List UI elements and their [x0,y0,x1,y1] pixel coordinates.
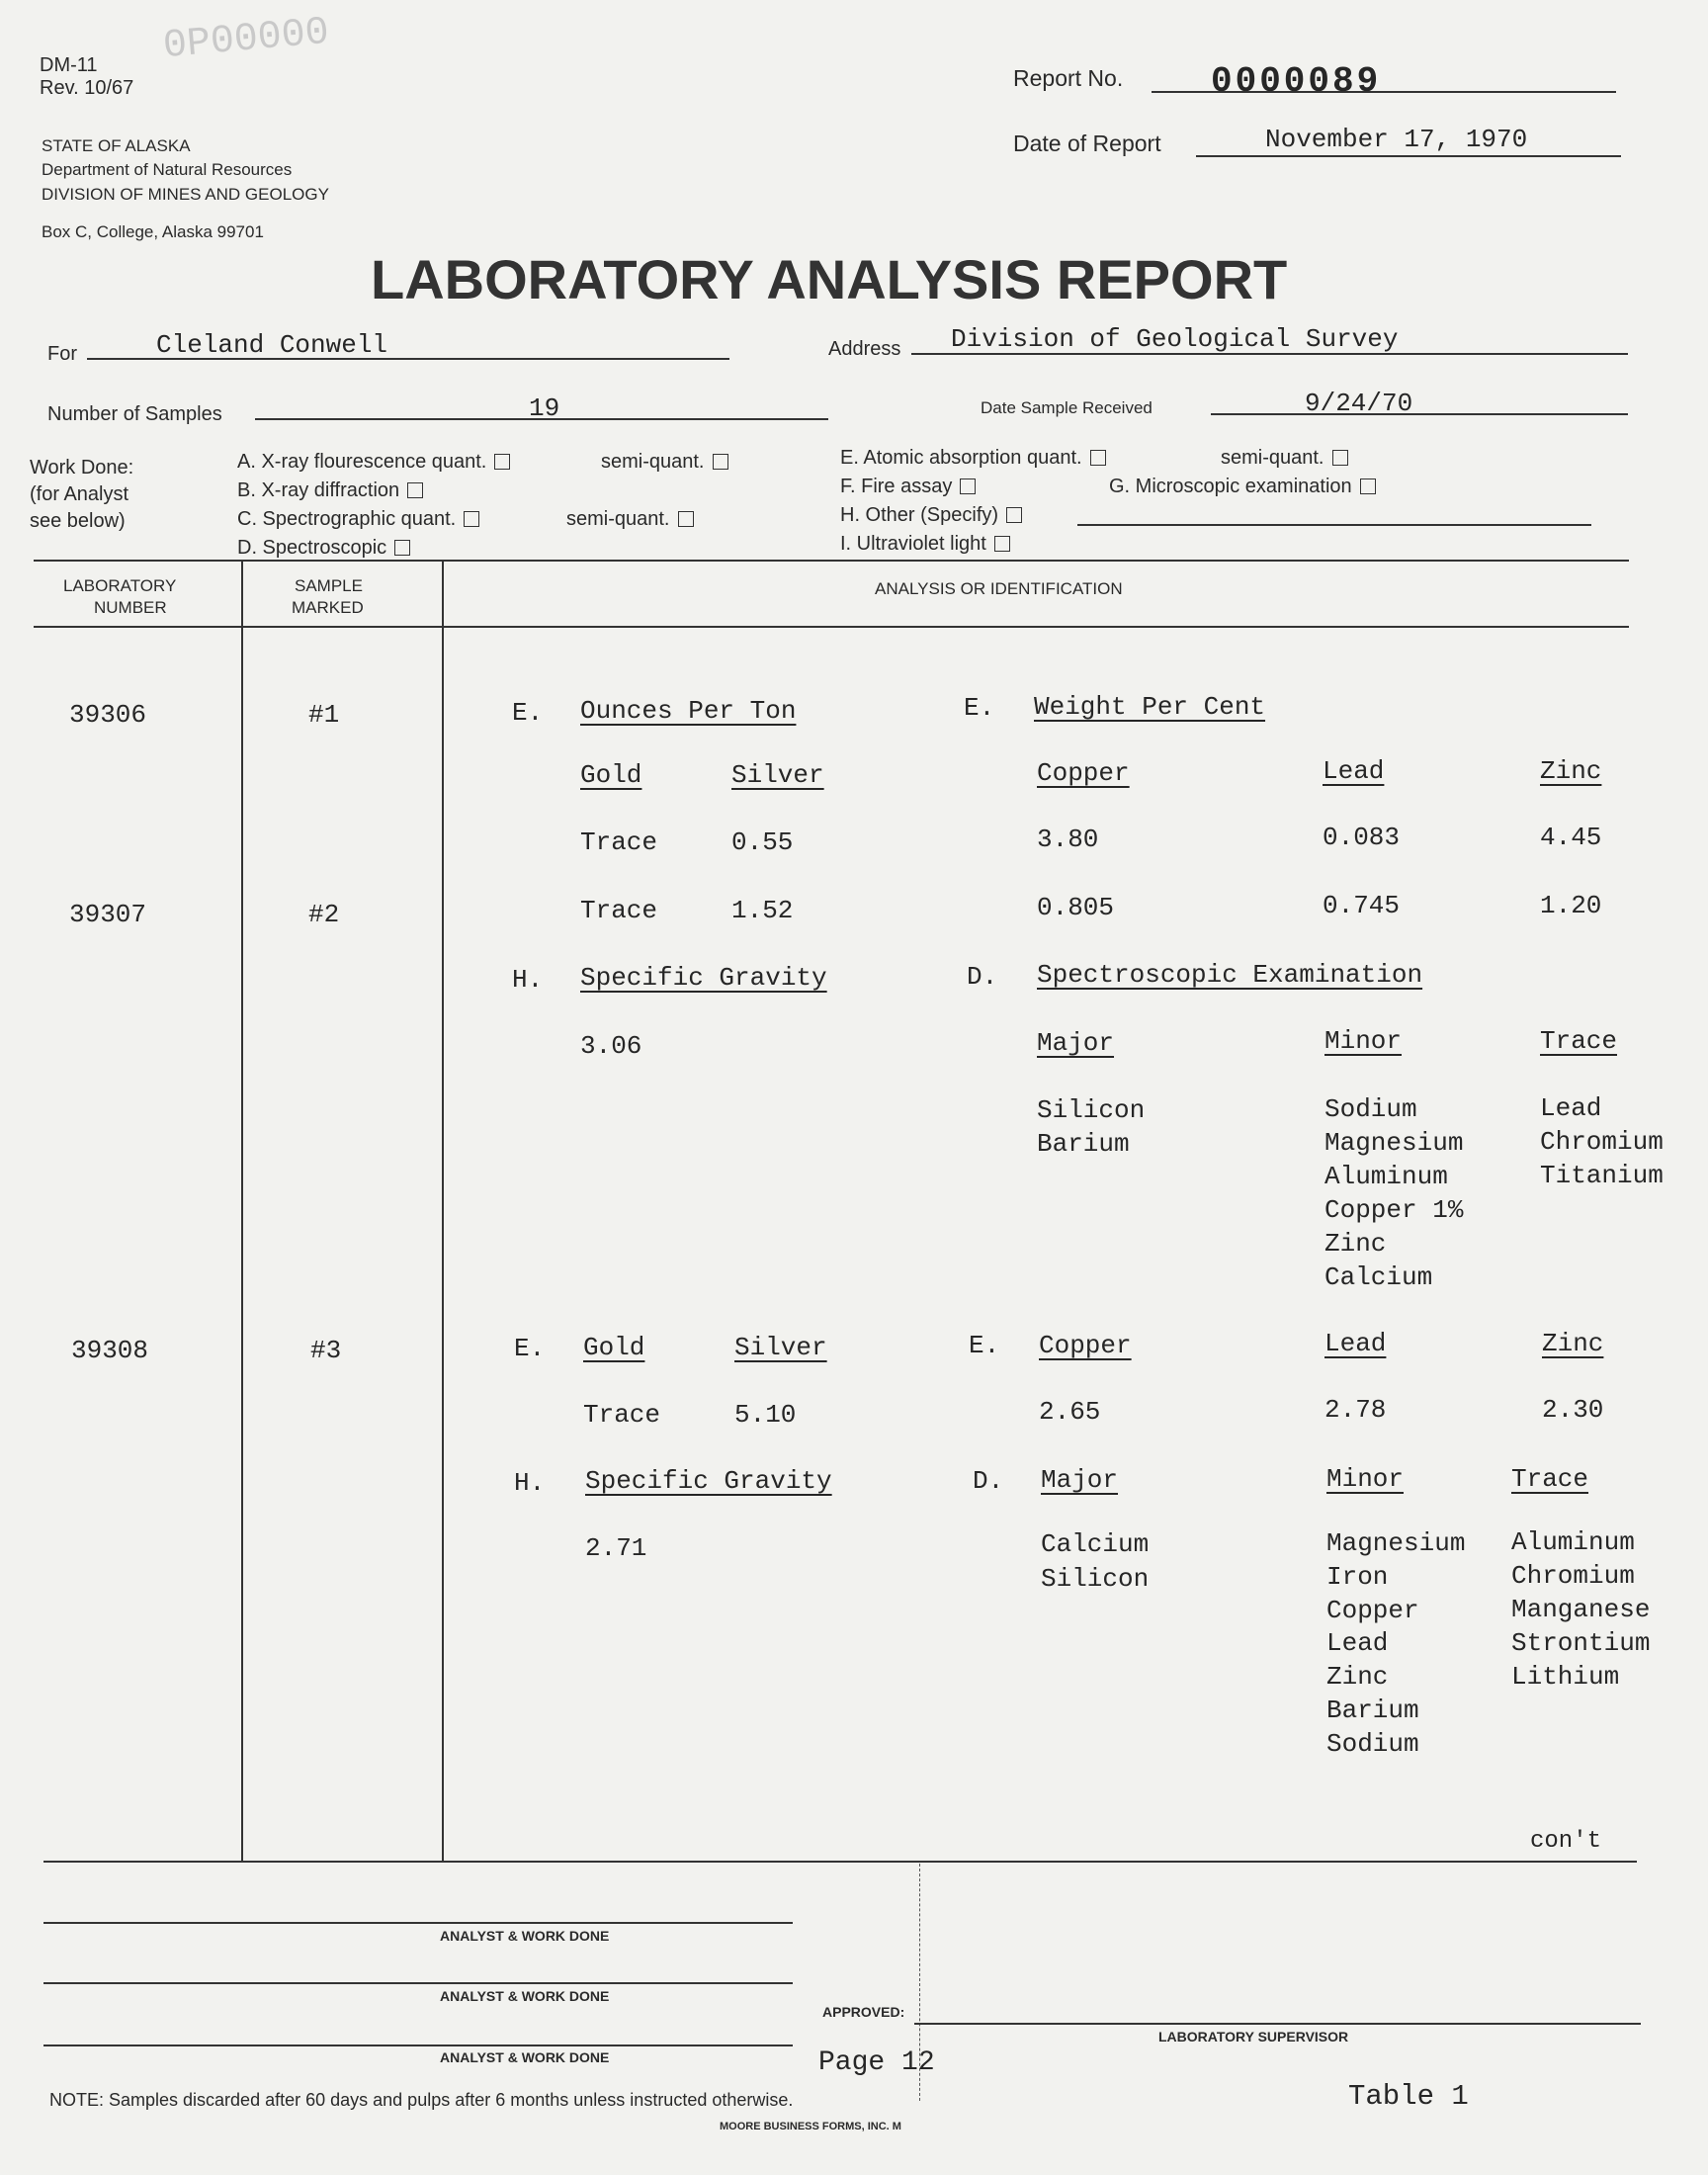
header-lab-number-1: LABORATORY [63,576,177,595]
minor-element: Sodium [1326,1729,1419,1759]
specific-gravity-value: 2.71 [585,1533,647,1563]
printer-mark: MOORE BUSINESS FORMS, INC. M [720,2121,901,2132]
option-i: I. Ultraviolet light [840,533,1010,556]
checkbox-a-quant[interactable] [494,454,510,470]
major-element: Calcium [1041,1529,1150,1559]
copper-value: 2.65 [1039,1397,1101,1427]
report-no-label: Report No. [1013,65,1124,91]
checkbox-c-semi[interactable] [678,511,694,527]
zinc-value: 2.30 [1542,1395,1604,1425]
method-code-e: E. [512,698,544,728]
date-of-report-label: Date of Report [1013,130,1161,156]
col-major: Major [1037,1028,1115,1058]
checkbox-b[interactable] [407,482,423,498]
option-d: D. Spectroscopic [237,537,410,560]
stamp: 0P00000 [161,10,331,70]
revision: Rev. 10/67 [40,77,134,99]
work-done-label: Work Done: [30,457,134,478]
lab-number-39307: 39307 [69,900,147,929]
silver-value: 5.10 [734,1400,797,1430]
trace-element: Chromium [1511,1561,1635,1591]
option-c-semi: semi-quant. [566,508,694,531]
option-a: A. X-ray flourescence quant. [237,451,510,474]
option-f: F. Fire assay [840,476,976,498]
col-gold: Gold [580,760,642,790]
col-trace: Trace [1540,1026,1618,1056]
major-element: Barium [1037,1129,1130,1159]
ounces-per-ton-heading: Ounces Per Ton [580,696,797,726]
supervisor-label: LABORATORY SUPERVISOR [1158,2029,1349,2044]
specific-gravity-heading: Specific Gravity [580,963,827,993]
checkbox-f[interactable] [960,478,976,494]
option-c: C. Spectrographic quant. [237,508,479,531]
spectroscopic-examination-heading: Spectroscopic Examination [1037,960,1423,990]
trace-element: Aluminum [1511,1527,1635,1557]
option-b: B. X-ray diffraction [237,479,423,502]
option-g: G. Microscopic examination [1109,476,1376,498]
col-copper: Copper [1039,1331,1132,1360]
copper-value: 0.805 [1037,893,1115,922]
for-label: For [47,343,77,365]
checkbox-e-semi[interactable] [1332,450,1348,466]
trace-element: Lead [1540,1093,1602,1123]
method-code-d: D. [973,1466,1004,1496]
header-sample-marked-1: SAMPLE [295,576,363,595]
col-gold: Gold [583,1333,645,1362]
method-code-e: E. [514,1334,546,1363]
col-major: Major [1041,1465,1119,1495]
col-minor: Minor [1324,1026,1403,1056]
trace-element: Lithium [1511,1662,1620,1692]
copper-value: 3.80 [1037,825,1099,854]
col-minor: Minor [1326,1464,1405,1494]
col-lead: Lead [1324,1329,1387,1358]
form-code: DM-11 [40,54,98,76]
address-label: Address [828,338,901,360]
option-h: H. Other (Specify) [840,504,1022,527]
agency-department: Department of Natural Resources [42,160,293,179]
lead-value: 0.083 [1323,823,1401,852]
header-lab-number-2: NUMBER [94,598,167,617]
checkbox-c-quant[interactable] [464,511,479,527]
trace-element: Titanium [1540,1161,1664,1190]
header-sample-marked-2: MARKED [292,598,364,617]
minor-element: Zinc [1324,1229,1387,1259]
agency-state: STATE OF ALASKA [42,136,191,155]
zinc-value: 1.20 [1540,891,1602,920]
samples-label: Number of Samples [47,403,222,425]
minor-element: Barium [1326,1696,1419,1725]
method-code-e: E. [964,693,995,723]
minor-element: Aluminum [1324,1162,1448,1191]
samples-value: 19 [529,393,560,423]
date-received-label: Date Sample Received [981,398,1153,417]
trace-element: Manganese [1511,1595,1651,1624]
approved-label: APPROVED: [822,2004,905,2020]
minor-element: Calcium [1324,1262,1433,1292]
sample-marked-1: #1 [308,700,340,730]
page-title: LABORATORY ANALYSIS REPORT [371,248,1288,310]
method-code-h: H. [514,1468,546,1498]
checkbox-a-semi[interactable] [713,454,728,470]
table-label: Table 1 [1348,2080,1469,2113]
checkbox-i[interactable] [994,536,1010,552]
minor-element: Copper 1% [1324,1195,1464,1225]
analyst-label-2: ANALYST & WORK DONE [440,1988,610,2004]
specific-gravity-value: 3.06 [580,1031,642,1061]
col-silver: Silver [731,760,824,790]
minor-element: Iron [1326,1562,1389,1592]
minor-element: Sodium [1324,1094,1417,1124]
agency-address: Box C, College, Alaska 99701 [42,222,264,241]
lead-value: 2.78 [1324,1395,1387,1425]
lead-value: 0.745 [1323,891,1401,920]
analyst-label-3: ANALYST & WORK DONE [440,2049,610,2065]
weight-per-cent-heading: Weight Per Cent [1034,692,1266,722]
col-trace: Trace [1511,1464,1589,1494]
minor-element: Magnesium [1324,1128,1464,1158]
report-number: 0000089 [1211,61,1382,102]
silver-value: 1.52 [731,896,794,925]
address-value: Division of Geological Survey [951,324,1399,354]
trace-element: Strontium [1511,1628,1651,1658]
sample-marked-3: #3 [310,1336,342,1365]
discard-note: NOTE: Samples discarded after 60 days and pulps after 6 months unless instructed otherwise. [49,2090,794,2110]
for-value: Cleland Conwell [156,330,388,360]
work-done-sub1: (for Analyst [30,483,129,505]
minor-element: Copper [1326,1596,1419,1625]
col-zinc: Zinc [1542,1329,1604,1358]
checkbox-d[interactable] [394,540,410,556]
continued-note: con't [1530,1828,1602,1855]
checkbox-e-quant[interactable] [1090,450,1106,466]
method-code-h: H. [512,965,544,995]
page-number: Page 12 [818,2047,935,2078]
col-zinc: Zinc [1540,756,1602,786]
method-code-e: E. [969,1331,1000,1360]
lab-number-39308: 39308 [71,1336,149,1365]
major-element: Silicon [1037,1095,1146,1125]
minor-element: Zinc [1326,1662,1389,1692]
checkbox-h[interactable] [1006,507,1022,523]
method-code-d: D. [967,962,998,992]
gold-value: Trace [583,1400,661,1430]
date-received-value: 9/24/70 [1305,389,1413,418]
minor-element: Lead [1326,1628,1389,1658]
gold-value: Trace [580,896,658,925]
major-element: Silicon [1041,1564,1150,1594]
lab-number-39306: 39306 [69,700,147,730]
agency-division: DIVISION OF MINES AND GEOLOGY [42,185,329,204]
zinc-value: 4.45 [1540,823,1602,852]
col-silver: Silver [734,1333,827,1362]
sample-marked-2: #2 [308,900,340,929]
specific-gravity-heading: Specific Gravity [585,1466,832,1496]
date-of-report: November 17, 1970 [1265,125,1528,154]
col-lead: Lead [1323,756,1385,786]
checkbox-g[interactable] [1360,478,1376,494]
analyst-label-1: ANALYST & WORK DONE [440,1928,610,1944]
minor-element: Magnesium [1326,1528,1466,1558]
work-done-sub2: see below) [30,510,126,532]
option-e-semi: semi-quant. [1221,447,1348,470]
col-copper: Copper [1037,758,1130,788]
option-a-semi: semi-quant. [601,451,728,474]
trace-element: Chromium [1540,1127,1664,1157]
silver-value: 0.55 [731,827,794,857]
header-analysis: ANALYSIS OR IDENTIFICATION [875,579,1123,598]
option-e: E. Atomic absorption quant. [840,447,1106,470]
gold-value: Trace [580,827,658,857]
